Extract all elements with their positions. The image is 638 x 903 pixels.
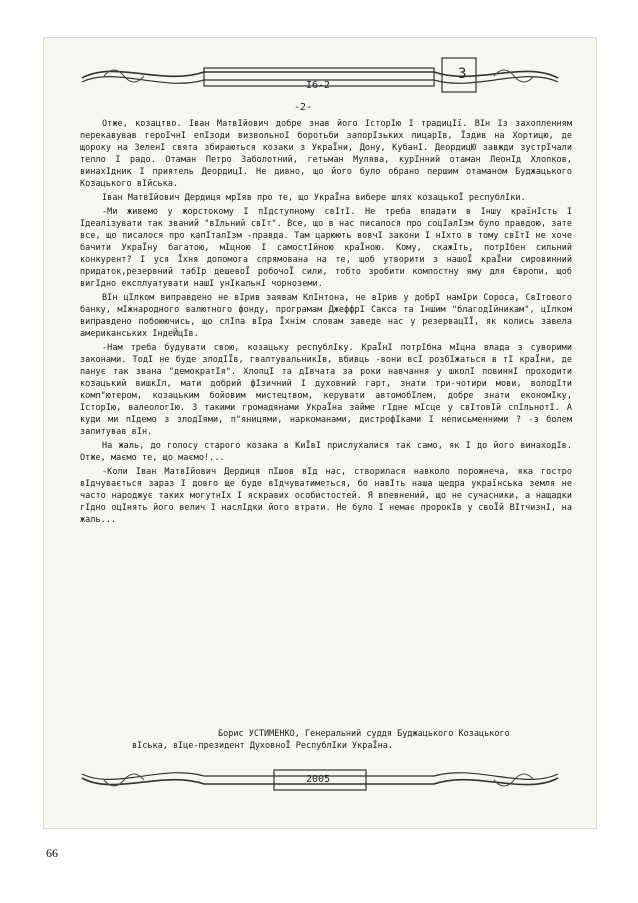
paragraph: -Коли Іван МатвІйович Дердиця пІшов вІд нас, створилася навколо порожнеча, яка гостро вІдчувається зараз І довго ще буде вІдчуватиметься, бо навІть наша щедра українська земля не часто народжує таких могутнІх І яскравих особистостей. Я впевнений, що не сучасники, а нащадки гІдно оцІнять його велич І наслІдки його втрати. Не було І немає пророкІв у своЇй ВІтчизнІ, на жаль... — [80, 467, 572, 525]
scanned-page — [44, 38, 596, 828]
paragraph: -Ми живемо у жорстокому І пІдступному свІтІ. Не треба впадати в Іншу країнІсть І Ідеалізувати так званий "вІльний свІт". Все, що в нас писалося про соцІалІзм було правдою, зате все, що писалося про капІталІзм -правда. Там царюють вовчІ закони І нІхто в тому свІтІ не хоче бачити УкраЇну багатою, мІцною І самостІйною краЇною. Кому, скажІть, потрІбен сильний конкурент? І уся Їхня допомога спрямована на те, щоб утворити з нашоЇ краЇни сировинний придаток,резервний табІр дешевоЇ робочоЇ сили, тобто зробити компостну яму для Європи, щоб вигІдно експлуатувати нашІ унІкальнІ чорноземи. — [80, 207, 572, 289]
paragraph: На жаль, до голосу старого козака в КиЇвІ прислухалися так само, як І до його винаходІв. Отже, маємо те, що маємо!... — [80, 441, 572, 463]
paragraph: Отже, козацтво. Іван МатвІйович добре знав його ІсторІю І традицІї. ВІн Із захопленням перекавував героІчнІ епІзоди визвольноІ боротьби запорІзьких лицарІв, Їздив на Хортицю, де щороку на ЗеленІ свята збираються козаки з УкраЇни, Дону, КубанІ. ДеордицЮ завжди зустрІчали тепло І радо. Отаман Петро Заболотний, гетьман Мулява, курІнний отаман ЛеонІд Хлопков, винахІдник І приятель ДеордицІ. Не дивно, що його було обрано першим отаманом Буджацького Козацького вІйська. — [80, 119, 572, 189]
document-number: I6-2 — [306, 80, 331, 91]
signature-line: вІська, вІце-президент ДуховноЇ РеспублІки УкраЇна. — [132, 741, 393, 751]
body-text — [80, 118, 572, 528]
paragraph: ВІн цІлком виправдено не вІрив заявам КлІнтона, не вІрив у добрІ намІри Сороса, СвІтового банку, мІжнародного валютного фонду, програмам ДжеффрІ Сакса та Іншим "благодІйникам", цІлком виправдено побоюючись, що слІпа вІра Їхнім словам заведе нас у резервацІЇ, як колись завела американських ІндеЙцІв. — [80, 293, 572, 339]
signature-block — [80, 728, 572, 752]
paragraph: -Нам треба будувати свою, козацьку республІку. КраЇнІ потрІбна мІцна влада з суворими законами. ТодІ не буде злодІЇв, гвалтувальникІв, вбивць -вони всІ розбІжаться в тІ краЇни, де панує так звана "демократІя". ХлопцІ та дІвчата за роки навчання у школІ повиннІ проходити козацький вишкІл, мати добрий фІзичний І духовний гарт, знати три-чотири мови, володІти комп"ютером, козацьким бойовим мистецтвом, керувати автомобІлем, добре знати економІку, ІсторІю, валеологІю. З такими громадянами УкраЇна займе гІдне мІсце у свІтовІй спІльнотІ. А куди ми пІдемо з злодІями, п"яницями, наркоманами, дистрофІками І неписьменними ? -з болем запитував вІн. — [80, 343, 572, 437]
signature-line: Борис УСТИМЕНКО, Генеральний суддя Буджацького Козацького — [218, 729, 510, 739]
page-stamp: 3 — [458, 66, 467, 82]
page-number: 66 — [46, 846, 58, 860]
page-marker: -2- — [294, 102, 313, 113]
year-label: 2005 — [306, 774, 331, 785]
paragraph: Іван МатвІйович Дердиця мрІяв про те, що УкраЇна вибере шлях козацькоЇ республІки. — [102, 193, 526, 203]
